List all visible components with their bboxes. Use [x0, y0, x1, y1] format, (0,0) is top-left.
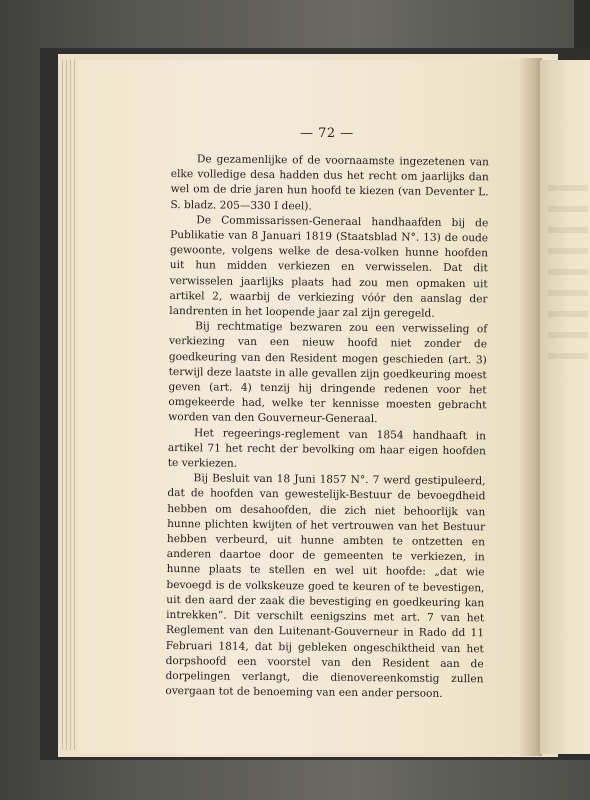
facing-page-bleed — [548, 185, 588, 374]
page-body — [165, 152, 489, 703]
paragraph: De Commissarissen-Generaal handhaafden bij de Publikatie van 8 Januari 1819 (Staatsblad N°. 13) de oude gewoonte, volgens welke de desa-volken hunne hoofden uit hun midden verkiezen en verwisselen. Dat dit verwisselen jaarlijks plaats had zou men opmaken uit artikel 2, waarbij de verkiezing vóór den aanslag der landrenten in het loopende jaar zal zijn geregeld. — [169, 214, 489, 320]
page-number: — 72 — — [300, 126, 354, 141]
paragraph: De gezamenlijke of de voornaamste ingezetenen van elke volledige desa hadden dus het recht om jaarlijks dan wel om de drie jaren hun hoofd te kiezen (van Deventer L. S. bladz. 205—330 I deel). — [170, 153, 489, 213]
paragraph: Het regeerings-reglement van 1854 handhaaft in artikel 71 het recht der bevolking om haar eigen hoofden te verkiezen. — [167, 426, 487, 470]
facing-page — [540, 60, 590, 754]
page-edge-line — [62, 60, 63, 750]
book-edge — [574, 0, 590, 48]
paragraph: Bij Besluit van 18 Juni 1857 N°. 7 werd gestipuleerd, dat de hoofden van gewestelijk-Bestuur de bevoegdheid hebben om desahoofden, die zich niet behoorlijk van hunne plichten kwijten of het vertrouwen van het Bestuur hebben verbeurd, uit hunne ambten te ontzetten en anderen daartoe door de gemeenten te verkiezen, in hunne plaats te stellen en wel uit hoofde: „dat wie bevoegd is de volkskeuze goed te keuren of te bevestigen, uit den aard der zaak die bevestiging en goedkeuring kan intrekken”. Dit verschilt eenigszins met art. 7 van het Reglement van den Luitenant-Gouverneur in Rado dd 11 Februari 1814, dat bij gebleken ongeschiktheid van het dorpshoofd een voorstel van den Resident aan de dorpelingen verlangt, die dienovereenkomstig zullen overgaan tot de benoeming van een ander persoon. — [165, 472, 486, 700]
book-gutter — [520, 58, 542, 756]
paragraph: Bij rechtmatige bezwaren zou een verwisseling of verkiezing van een nieuw hoofd niet zonder de goedkeuring van den Resident mogen geschieden (art. 3) terwijl deze laatste in alle gevallen zijn goedkeuring moest geven (art. 4) tenzij hij dringende redenen voor het omgekeerde had, welke ter kennisse moesten gebracht worden van den Gouverneur-Generaal. — [168, 320, 488, 426]
page-edge-line — [70, 60, 71, 750]
page-edge-line — [74, 60, 75, 750]
page-edge-line — [66, 60, 67, 750]
